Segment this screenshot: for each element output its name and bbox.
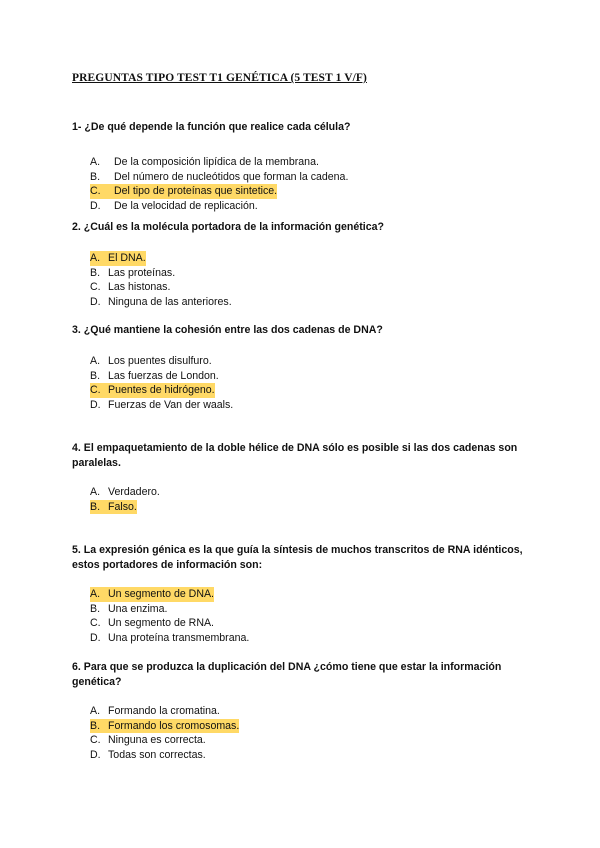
option-letter: C. [90,617,101,630]
question-3 [72,323,532,412]
option-text: De la composición lipídica de la membrana. [114,156,319,168]
question-2 [72,220,532,309]
option-text: Verdadero. [108,486,160,498]
option-letter: C. [90,383,108,398]
option-letter: A. [90,587,108,602]
option-letter: B. [90,719,108,734]
option-text: Del tipo de proteínas que sintetice. [114,185,278,198]
question-text: 4. El empaquetamiento de la doble hélice de DNA sólo es posible si las dos cadenas son paralelas. [72,442,518,469]
option-c [90,733,532,748]
options-list [72,587,532,645]
question-6 [72,660,532,762]
option-a [90,485,532,500]
option-b [90,170,532,185]
question-text: 3. ¿Qué mantiene la cohesión entre las dos cadenas de DNA? [72,324,383,336]
option-c-correct [90,184,532,199]
option-letter: D. [90,295,101,308]
option-text: Falso. [108,500,137,513]
option-a-correct [90,251,532,266]
question-text: 1- ¿De qué depende la función que realice cada célula? [72,121,351,133]
options-list [72,485,532,514]
option-d [90,199,532,214]
option-text: Una proteína transmembrana. [108,631,250,644]
option-a [90,354,532,369]
option-d [90,295,532,310]
option-letter: C. [90,184,114,199]
question-5 [72,543,532,645]
option-a-correct [90,587,532,602]
option-letter: A. [90,251,108,266]
option-c-correct [90,383,532,398]
option-letter: C. [90,281,101,294]
option-text: Ninguna es correcta. [108,734,206,747]
option-letter: B. [90,170,101,183]
options-list [72,251,532,309]
option-text: Del número de nucleótidos que forman la cadena. [114,170,349,183]
option-c [90,616,532,631]
options-list [72,704,532,762]
options-list [72,354,532,412]
option-text: De la velocidad de replicación. [114,199,258,212]
option-a [90,155,532,170]
option-text: Un segmento de DNA. [108,588,214,600]
question-1 [72,120,532,213]
option-text: Una enzima. [108,602,168,615]
option-letter: B. [90,500,108,515]
option-text: Las proteínas. [108,266,176,279]
question-text: 6. Para que se produzca la duplicación del DNA ¿cómo tiene que estar la información genética? [72,661,502,688]
page-title: PREGUNTAS TIPO TEST T1 GENÉTICA (5 TEST 1 V/F) [72,72,367,84]
option-letter: A. [90,705,101,717]
option-letter: C. [90,734,101,747]
question-text: 2. ¿Cuál es la molécula portadora de la información genética? [72,221,385,233]
option-d [90,398,532,413]
option-text: Las histonas. [108,281,171,294]
option-text: Formando la cromatina. [108,705,220,717]
option-letter: B. [90,266,101,279]
option-text: Las fuerzas de London. [108,369,219,382]
question-4 [72,441,532,514]
option-b-correct [90,500,532,515]
option-d [90,748,532,763]
option-text: Formando los cromosomas. [108,719,240,732]
option-letter: D. [90,631,101,644]
option-text: Ninguna de las anteriores. [108,295,232,308]
option-text: Puentes de hidrógeno. [108,384,215,397]
question-text: 5. La expresión génica es la que guía la síntesis de muchos transcritos de RNA idénticos, estos portadores de información son: [72,544,523,571]
option-text: El DNA. [108,252,146,264]
option-text: Los puentes disulfuro. [108,355,212,367]
option-d [90,631,532,646]
option-b [90,602,532,617]
option-letter: D. [90,398,101,411]
option-text: Un segmento de RNA. [108,617,214,630]
option-a [90,704,532,719]
option-letter: A. [90,156,101,168]
options-list [72,155,532,213]
option-text: Fuerzas de Van der waals. [108,398,234,411]
option-text: Todas son correctas. [108,748,206,761]
option-letter: A. [90,486,101,498]
option-letter: D. [90,199,101,212]
option-c [90,280,532,295]
option-letter: A. [90,355,101,367]
option-b [90,369,532,384]
option-letter: B. [90,369,101,382]
option-letter: D. [90,748,101,761]
option-b [90,266,532,281]
option-letter: B. [90,602,101,615]
option-b-correct [90,719,532,734]
